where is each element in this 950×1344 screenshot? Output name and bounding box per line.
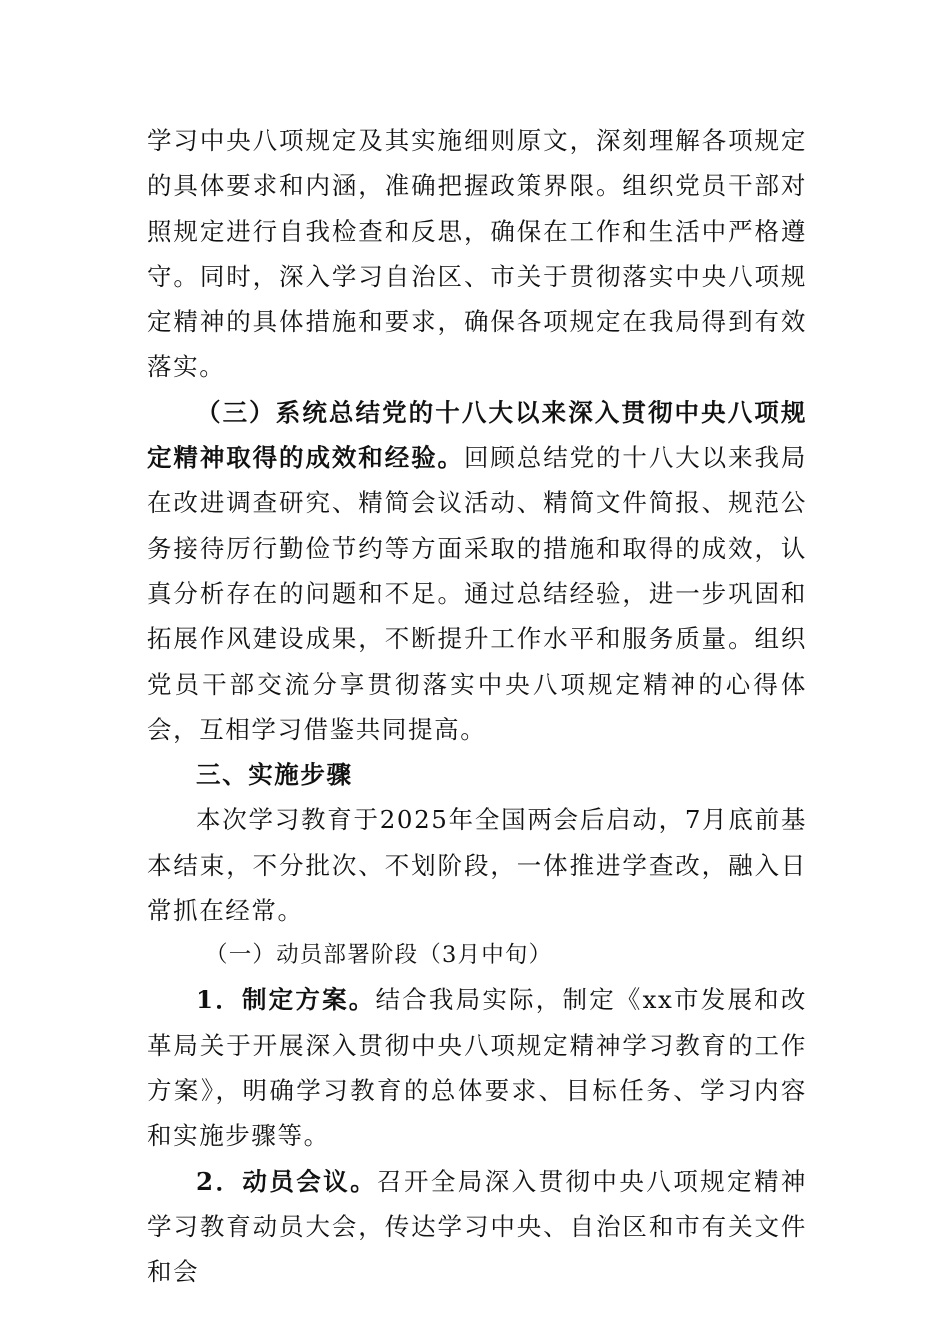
paragraph-timeline: 本次学习教育于2025年全国两会后启动，7月底前基本结束，不分批次、不划阶段，一体推进学查改，融入日常抓在经常。 xyxy=(147,805,807,926)
item-mobilization-meeting xyxy=(147,1159,807,1295)
document-page xyxy=(147,118,807,1294)
paragraph-study-provisions: 学习中央八项规定及其实施细则原文，深刻理解各项规定的具体要求和内涵，准确把握政策界限。组织党员干部对照规定进行自我检查和反思，确保在工作和生活中严格遵守。同时，深入学习自治区、市关于贯彻落实中央八项规定精神的具体措施和要求，确保各项规定在我局得到有效落实。 xyxy=(147,126,807,382)
section-heading-implementation-steps: 三、实施步骤 xyxy=(196,760,353,790)
item-formulate-plan xyxy=(147,977,807,1158)
subsection-title-three: （三）系统总结党的十八大以来深入贯彻中央八项规定精神取得的成效和经验。 xyxy=(147,397,807,473)
item-title-mobilization-meeting: 2．动员会议。 xyxy=(196,1166,378,1196)
item-body-formulate-plan: 结合我局实际，制定《xx市发展和改革局关于开展深入贯彻中央八项规定精神学习教育的工作方案》，明确学习教育的总体要求、目标任务、学习内容和实施步骤等。 xyxy=(147,985,807,1151)
item-body-mobilization-meeting: 召开全局深入贯彻中央八项规定精神学习教育动员大会，传达学习中央、自治区和市有关文件和会 xyxy=(147,1166,807,1287)
subsection-body-three: 回顾总结党的十八大以来我局在改进调查研究、精简会议活动、精简文件简报、规范公务接待厉行勤俭节约等方面采取的措施和取得的成效，认真分析存在的问题和不足。通过总结经验，进一步巩固和拓展作风建设成果，不断提升工作水平和服务质量。组织党员干部交流分享贯彻落实中央八项规定精神的心得体会，互相学习借鉴共同提高。 xyxy=(147,443,807,744)
item-title-formulate-plan: 1．制定方案。 xyxy=(196,985,376,1015)
paragraph-summarize-achievements xyxy=(147,390,807,752)
stage-heading-mobilization: （一）动员部署阶段（3月中旬） xyxy=(205,942,553,969)
